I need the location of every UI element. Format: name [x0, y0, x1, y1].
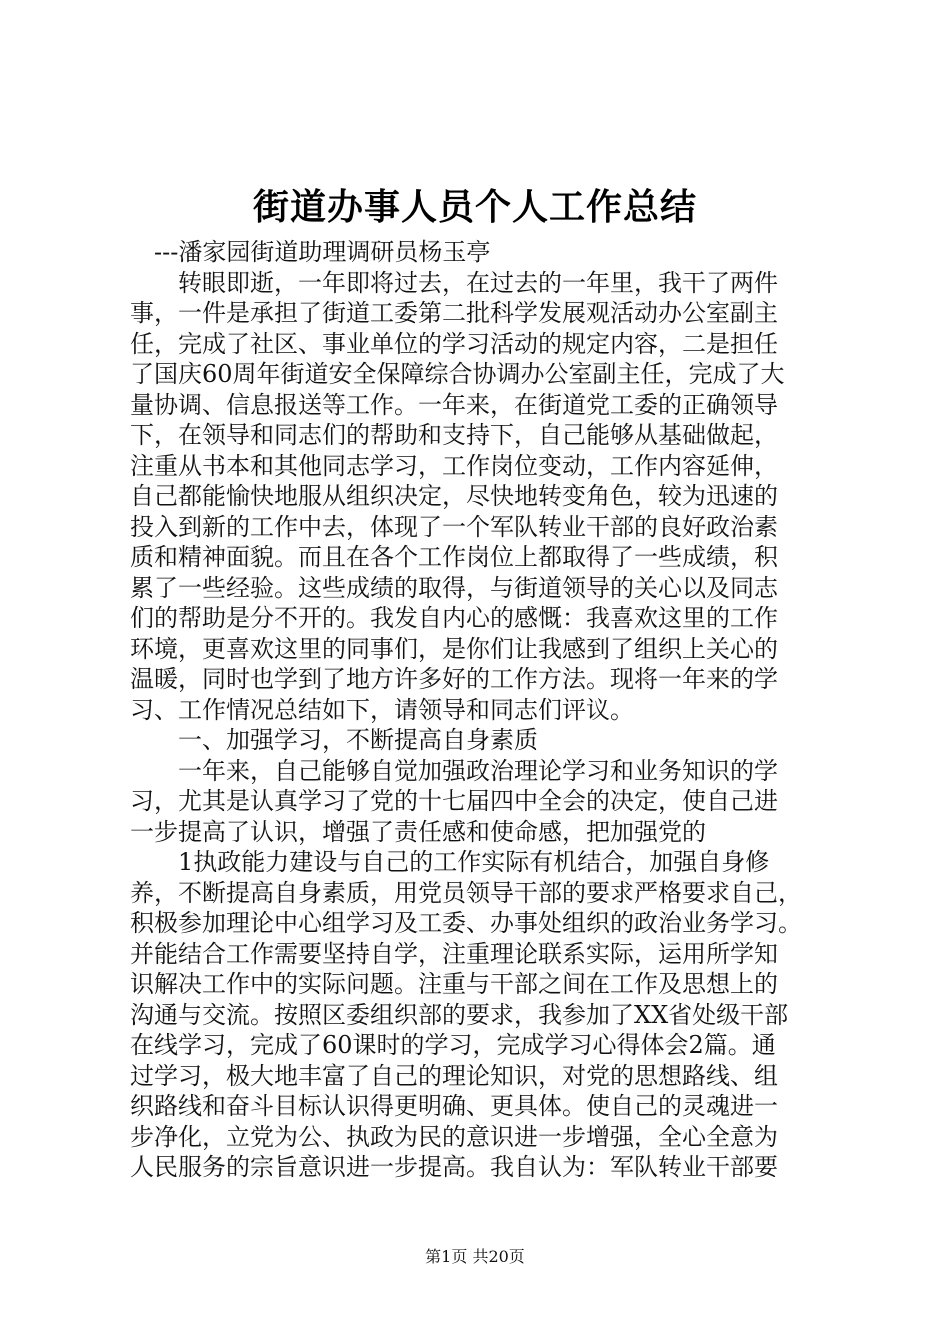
text-line: 投入到新的工作中去，体现了一个军队转业干部的良好政治素 [130, 512, 778, 541]
text-line: 在线学习，完成了60课时的学习，完成学习心得体会2篇。通 [130, 1031, 776, 1059]
text-line: 转眼即逝，一年即将过去，在过去的一年里，我干了两件 [130, 268, 778, 297]
text-line: 环境，更喜欢这里的同事们，是你们让我感到了组织上关心的 [130, 634, 778, 663]
page-footer: 第1页 共20页 [425, 1247, 525, 1266]
text-line: 沟通与交流。按照区委组织部的要求，我参加了XX省处级干部 [130, 1000, 789, 1029]
text-line: 一年来，自己能够自觉加强政治理论学习和业务知识的学 [130, 756, 778, 785]
text-line: ---潘家园街道助理调研员杨玉亭 [130, 238, 491, 266]
text-line: 积极参加理论中心组学习及工委、办事处组织的政治业务学习。 [130, 909, 802, 937]
text-line: 注重从书本和其他同志学习，工作岗位变动，工作内容延伸， [130, 451, 778, 480]
text-line: 们的帮助是分不开的。我发自内心的感慨：我喜欢这里的工作 [130, 604, 778, 632]
text-line: 量协调、信息报送等工作。一年来，在街道党工委的正确领导 [130, 390, 778, 419]
text-line: 一、加强学习，不断提高自身素质 [130, 726, 538, 754]
text-line: 养，不断提高自身素质，用党员领导干部的要求严格要求自己， [130, 878, 802, 907]
text-line: 习、工作情况总结如下，请领导和同志们评议。 [130, 695, 634, 724]
text-line: 1执政能力建设与自己的工作实际有机结合，加强自身修 [130, 848, 770, 876]
text-line: 习，尤其是认真学习了党的十七届四中全会的决定，使自己进 [130, 787, 778, 815]
text-line: 识解决工作中的实际问题。注重与干部之间在工作及思想上的 [130, 970, 778, 998]
text-line: 织路线和奋斗目标认识得更明确、更具体。使自己的灵魂进一 [130, 1092, 778, 1120]
text-line: 人民服务的宗旨意识进一步提高。我自认为：军队转业干部要 [130, 1153, 778, 1181]
text-line: 累了一些经验。这些成绩的取得，与街道领导的关心以及同志 [130, 573, 778, 602]
text-line: 了国庆60周年街道安全保障综合协调办公室副主任，完成了大 [130, 360, 785, 388]
document-title: 街道办事人员个人工作总结 [252, 186, 697, 228]
text-line: 任，完成了社区、事业单位的学习活动的规定内容，二是担任 [130, 329, 778, 358]
text-line: 下，在领导和同志们的帮助和支持下，自己能够从基础做起， [130, 421, 778, 449]
text-line: 事，一件是承担了街道工委第二批科学发展观活动办公室副主 [130, 299, 778, 327]
text-line: 过学习，极大地丰富了自己的理论知识，对党的思想路线、组 [130, 1061, 778, 1090]
text-line: 并能结合工作需要坚持自学，注重理论联系实际，运用所学知 [130, 939, 778, 968]
text-line: 温暖，同时也学到了地方许多好的工作方法。现将一年来的学 [130, 665, 778, 693]
text-line: 一步提高了认识，增强了责任感和使命感，把加强党的 [130, 817, 706, 846]
text-line: 自己都能愉快地服从组织决定，尽快地转变角色，较为迅速的 [130, 482, 778, 510]
text-line: 质和精神面貌。而且在各个工作岗位上都取得了一些成绩，积 [130, 543, 778, 571]
text-line: 步净化，立党为公、执政为民的意识进一步增强，全心全意为 [130, 1122, 778, 1151]
